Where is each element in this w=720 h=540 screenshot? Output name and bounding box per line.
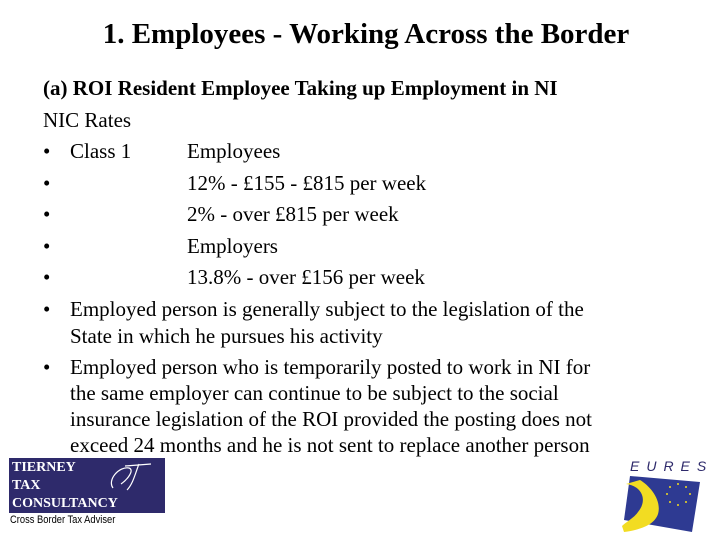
logo-caption: Cross Border Tax Adviser (10, 514, 116, 526)
tierney-tax-logo: TIERNEY TAX CONSULTANCY (9, 458, 165, 513)
eures-logo-text: EURES (630, 458, 714, 474)
eures-emblem-icon (620, 476, 702, 534)
monogram-icon (105, 460, 155, 494)
subtitle: (a) ROI Resident Employee Taking up Employment in NI (43, 76, 558, 100)
slide-title: 1. Employees - Working Across the Border (102, 18, 630, 50)
nic-label: NIC Rates (43, 108, 132, 132)
